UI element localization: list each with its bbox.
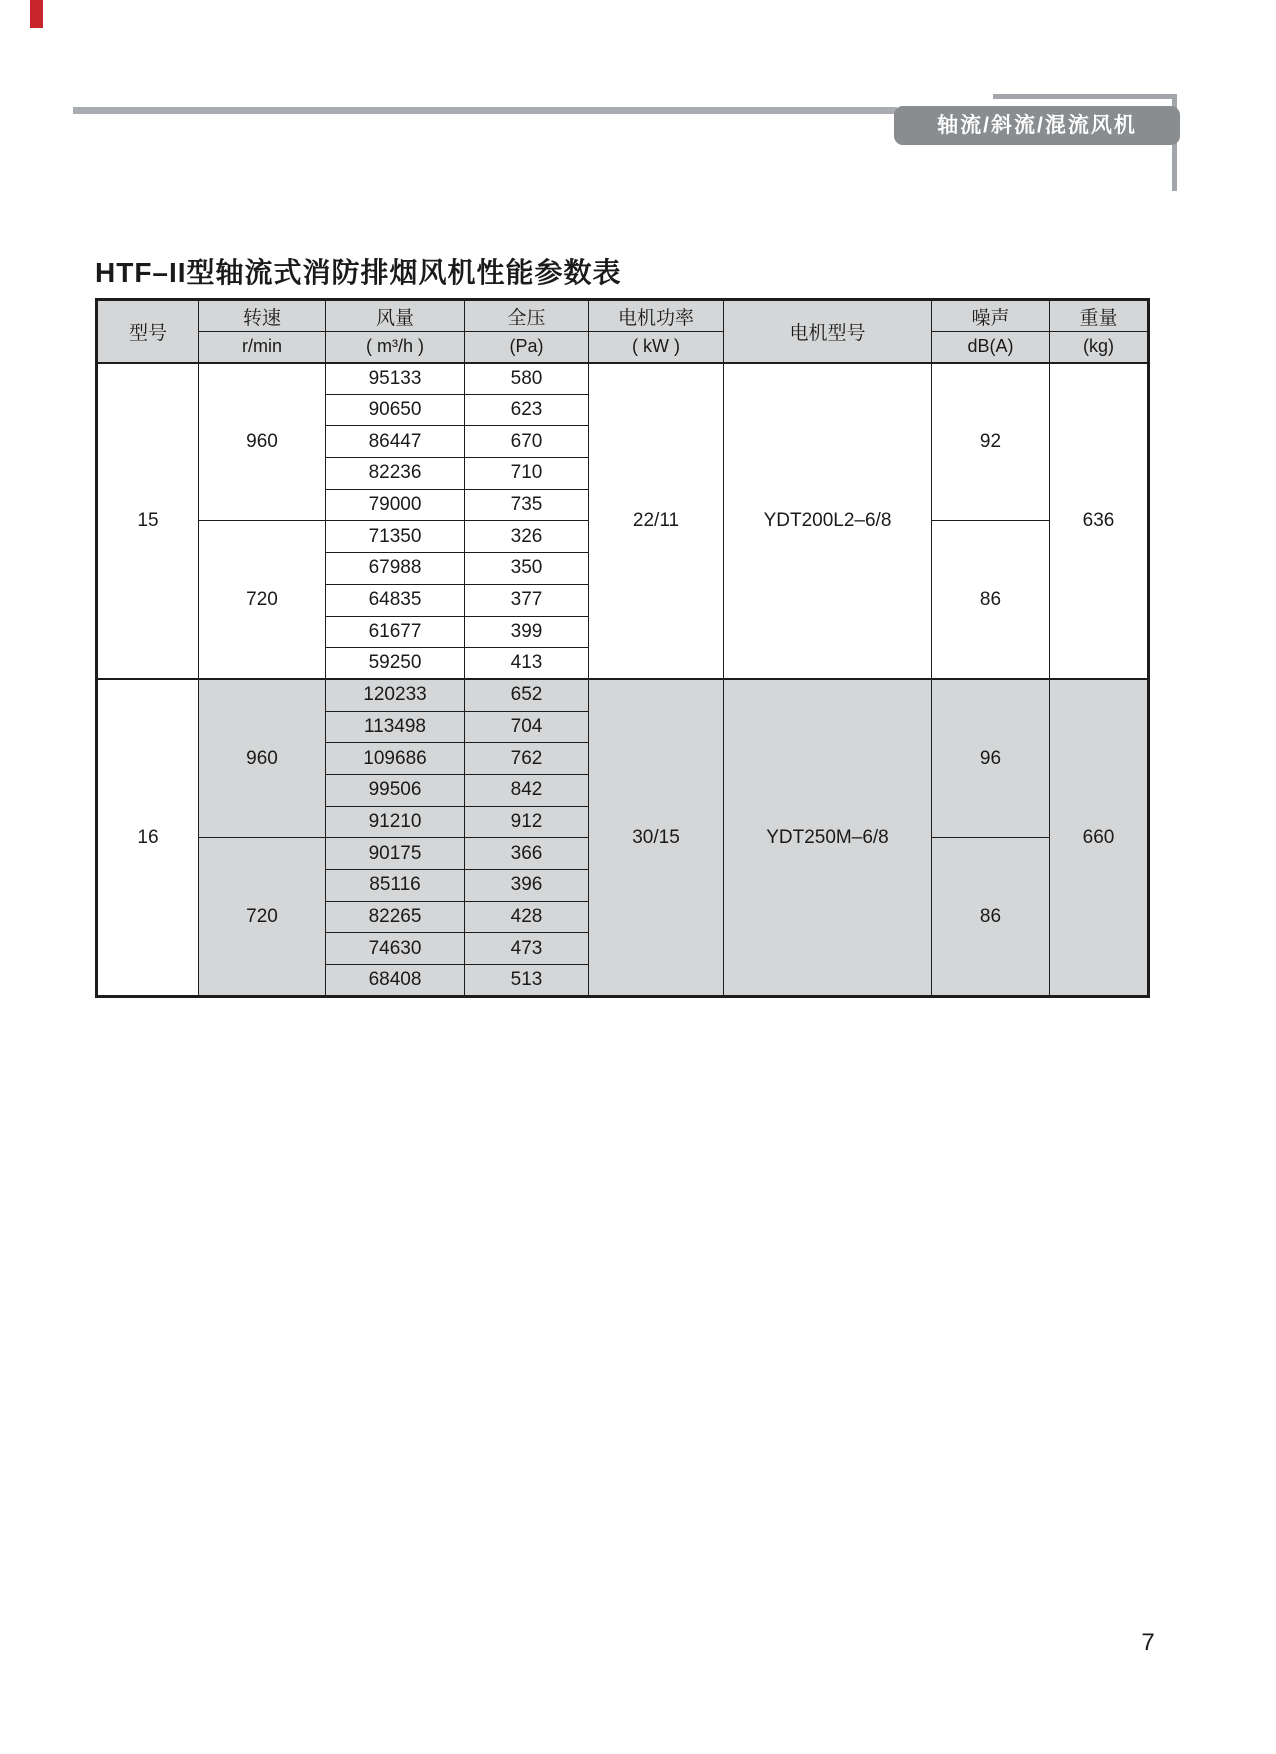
cell-airflow: 120233 xyxy=(326,679,465,711)
cell-pressure: 350 xyxy=(465,553,589,585)
table-body xyxy=(97,363,1149,997)
page-number: 7 xyxy=(1141,1629,1155,1656)
cell-motor: YDT200L2–6/8 xyxy=(724,363,932,680)
cell-airflow: 82236 xyxy=(326,458,465,490)
cell-airflow: 109686 xyxy=(326,743,465,775)
cell-airflow: 71350 xyxy=(326,521,465,553)
col-header-weight: 重量 xyxy=(1050,300,1149,332)
cell-pressure: 366 xyxy=(465,838,589,870)
cell-airflow: 90175 xyxy=(326,838,465,870)
table-header-row-1 xyxy=(97,300,1149,332)
cell-pressure: 710 xyxy=(465,458,589,490)
cell-speed: 720 xyxy=(199,521,326,679)
cell-model: 15 xyxy=(97,363,199,680)
cell-airflow: 74630 xyxy=(326,933,465,965)
cell-airflow: 85116 xyxy=(326,870,465,902)
cell-noise: 86 xyxy=(932,838,1050,996)
cell-speed: 720 xyxy=(199,838,326,996)
table-row xyxy=(97,363,1149,395)
col-unit-pressure: (Pa) xyxy=(465,332,589,363)
cell-pressure: 652 xyxy=(465,679,589,711)
cell-airflow: 99506 xyxy=(326,774,465,806)
cell-power: 22/11 xyxy=(589,363,724,680)
table-header xyxy=(97,300,1149,363)
cell-airflow: 90650 xyxy=(326,394,465,426)
cell-model: 16 xyxy=(97,679,199,996)
col-unit-speed: r/min xyxy=(199,332,326,363)
cell-pressure: 670 xyxy=(465,426,589,458)
cell-noise: 96 xyxy=(932,679,1050,837)
cell-pressure: 513 xyxy=(465,965,589,997)
cell-airflow: 64835 xyxy=(326,584,465,616)
cell-pressure: 912 xyxy=(465,806,589,838)
cell-pressure: 326 xyxy=(465,521,589,553)
cell-airflow: 59250 xyxy=(326,648,465,680)
cell-airflow: 86447 xyxy=(326,426,465,458)
table-row xyxy=(97,679,1149,711)
cell-pressure: 842 xyxy=(465,774,589,806)
col-header-noise: 噪声 xyxy=(932,300,1050,332)
performance-table-wrapper xyxy=(95,298,1150,998)
cell-speed: 960 xyxy=(199,363,326,521)
cell-pressure: 377 xyxy=(465,584,589,616)
cell-airflow: 82265 xyxy=(326,901,465,933)
cell-pressure: 704 xyxy=(465,711,589,743)
cell-airflow: 95133 xyxy=(326,363,465,395)
cell-airflow: 91210 xyxy=(326,806,465,838)
category-badge: 轴流/斜流/混流风机 xyxy=(894,106,1180,145)
col-unit-noise: dB(A) xyxy=(932,332,1050,363)
col-header-power: 电机功率 xyxy=(589,300,724,332)
cell-airflow: 68408 xyxy=(326,965,465,997)
col-header-motor: 电机型号 xyxy=(724,300,932,363)
cell-noise: 92 xyxy=(932,363,1050,521)
cell-airflow: 113498 xyxy=(326,711,465,743)
col-header-pressure: 全压 xyxy=(465,300,589,332)
cell-pressure: 396 xyxy=(465,870,589,902)
performance-table xyxy=(95,298,1150,998)
cell-pressure: 428 xyxy=(465,901,589,933)
col-unit-airflow: ( m³/h ) xyxy=(326,332,465,363)
cell-pressure: 399 xyxy=(465,616,589,648)
cell-motor: YDT250M–6/8 xyxy=(724,679,932,996)
bleed-mark xyxy=(30,0,43,28)
cell-noise: 86 xyxy=(932,521,1050,679)
col-header-model: 型号 xyxy=(97,300,199,363)
table-header-row-2 xyxy=(97,332,1149,363)
page-title: HTF–II型轴流式消防排烟风机性能参数表 xyxy=(95,257,622,288)
cell-power: 30/15 xyxy=(589,679,724,996)
cell-airflow: 67988 xyxy=(326,553,465,585)
cell-pressure: 473 xyxy=(465,933,589,965)
cell-airflow: 61677 xyxy=(326,616,465,648)
col-unit-power: ( kW ) xyxy=(589,332,724,363)
cell-pressure: 762 xyxy=(465,743,589,775)
cell-weight: 636 xyxy=(1050,363,1149,680)
cell-airflow: 79000 xyxy=(326,489,465,521)
cell-pressure: 580 xyxy=(465,363,589,395)
cell-pressure: 413 xyxy=(465,648,589,680)
col-header-airflow: 风量 xyxy=(326,300,465,332)
col-unit-weight: (kg) xyxy=(1050,332,1149,363)
header-rule xyxy=(73,107,897,114)
cell-pressure: 735 xyxy=(465,489,589,521)
cell-weight: 660 xyxy=(1050,679,1149,996)
header-rule-top-light xyxy=(993,94,1177,99)
cell-speed: 960 xyxy=(199,679,326,837)
cell-pressure: 623 xyxy=(465,394,589,426)
col-header-speed: 转速 xyxy=(199,300,326,332)
